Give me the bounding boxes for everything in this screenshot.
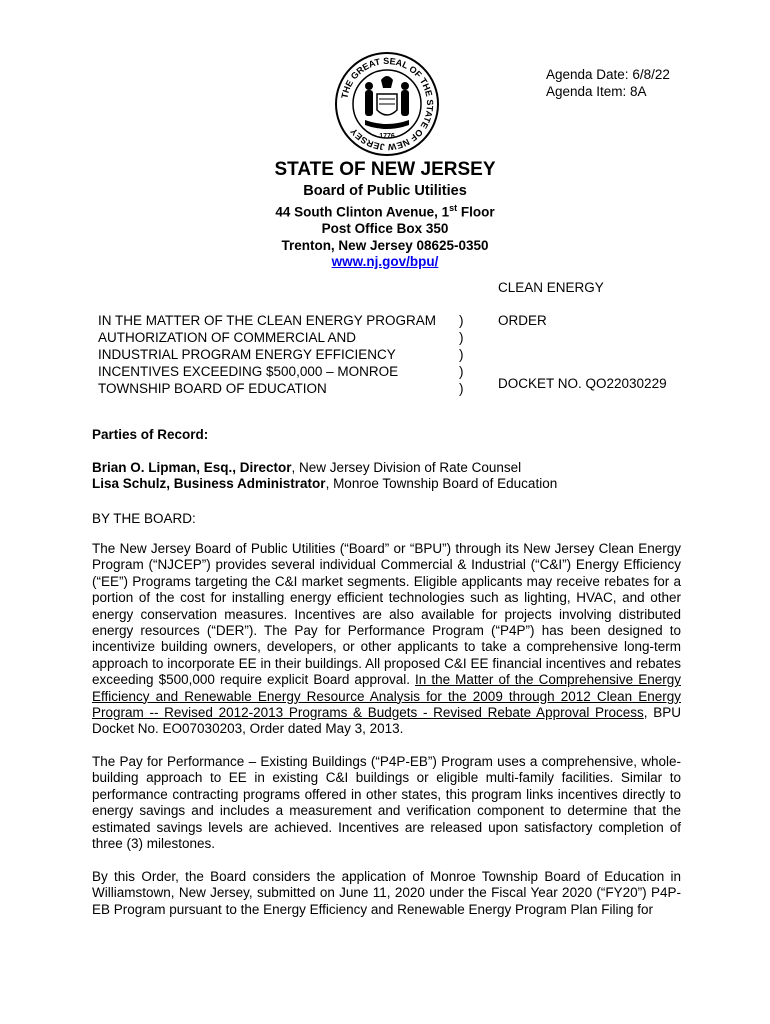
nj-state-seal-icon (335, 52, 439, 156)
paragraph-3: By this Order, the Board considers the application of Monroe Township Board of Education in Williamstown, New Jersey, submitted on June 11, 2020 under the Fiscal Year 2020 (“FY20”) P4P-EB Program pursuant to the Energy Efficiency and Renewable Energy Program Plan Filing for (92, 869, 681, 917)
seal-ring-text: THE GREAT SEAL OF THE STATE OF NEW JERSEY (339, 55, 436, 153)
letterhead (0, 158, 770, 271)
po-box-line: Post Office Box 350 (321, 221, 449, 236)
category-label: CLEAN ENERGY (498, 280, 604, 295)
paragraph-1: The New Jersey Board of Public Utilities (“Board” or “BPU”) through its New Jersey Clean Energy Program (“NJCEP”) provides several individual Commercial & Industrial (“C&I”) Energy Efficiency (“EE”) Programs targeting the C&I market segments. Eligible applicants may receive rebates for a portion of the cost for installing energy efficient technologies such as lighting, HVAC, and other energy conservation measures. Incentives are also available for projects involving distributed energy resources (“DER”). The Pay for Performance Program (“P4P”) has been designed to incentivize building owners, developers, or other applicants to take a comprehensive long-term approach to incorporate EE in their buildings. All proposed C&I EE financial incentives and rebates exceeding $500,000 require explicit Board approval. In the Matter of the Comprehensive Energy Efficiency and Renewable Energy Resource Analysis for the 2009 through 2012 Clean Energy Program -- Revised 2012-2013 Programs & Budgets - Revised Rebate Approval Process, BPU Docket No. EO07030203, Order dated May 3, 2013. (92, 541, 681, 737)
matter-line: INDUSTRIAL PROGRAM ENERGY EFFICIENCY (98, 347, 396, 362)
by-the-board: BY THE BOARD: (92, 511, 196, 526)
agenda-date: Agenda Date: 6/8/22 (546, 67, 670, 82)
address-line: 44 South Clinton Avenue, 1st Floor (275, 203, 495, 220)
seal-year: 1776 (379, 133, 395, 140)
agenda-item: Agenda Item: 8A (546, 84, 647, 99)
matter-caption (98, 312, 436, 397)
board-name: Board of Public Utilities (303, 183, 467, 199)
matter-line: INCENTIVES EXCEEDING $500,000 – MONROE (98, 364, 399, 379)
matter-line: TOWNSHIP BOARD OF EDUCATION (98, 381, 327, 396)
agenda-info (546, 66, 670, 100)
party-rate-counsel: Brian O. Lipman, Esq., Director, New Jersey Division of Rate Counsel (92, 460, 522, 475)
matter-line: AUTHORIZATION OF COMMERCIAL AND (98, 330, 357, 345)
caption-parentheses: ) ) ) ) ) (459, 313, 464, 396)
order-label: ORDER (498, 313, 547, 328)
paragraph-2: The Pay for Performance – Existing Buildings (“P4P-EB”) Program uses a comprehensive, whole-building approach to EE in existing C&I buildings or eligible multi-family facilities. Similar to performance contracting programs offered in other states, this program links incentives directly to energy savings and includes a measurement and verification component to determine that the estimated savings levels are achieved. Incentives are released upon satisfactory completion of three (3) milestones. (92, 754, 681, 852)
matter-line: IN THE MATTER OF THE CLEAN ENERGY PROGRAM (98, 313, 437, 328)
docket-number: DOCKET NO. QO22030229 (498, 376, 667, 391)
parties-list (92, 460, 681, 493)
city-line: Trenton, New Jersey 08625-0350 (281, 237, 489, 253)
state-title: STATE OF NEW JERSEY (274, 159, 496, 180)
parties-heading: Parties of Record: (92, 427, 209, 442)
case-reference: In the Matter of the Comprehensive Energy Efficiency and Renewable Energy Resource Analysis for the 2009 through 2012 Clean Energy Program -- Revised 2012-2013 Programs & Budgets - Revised Rebate Approval Process (92, 672, 681, 721)
party-monroe-township: Lisa Schulz, Business Administrator, Monroe Township Board of Education (92, 476, 558, 492)
bpu-website-link[interactable]: www.nj.gov/bpu/ (331, 254, 439, 269)
